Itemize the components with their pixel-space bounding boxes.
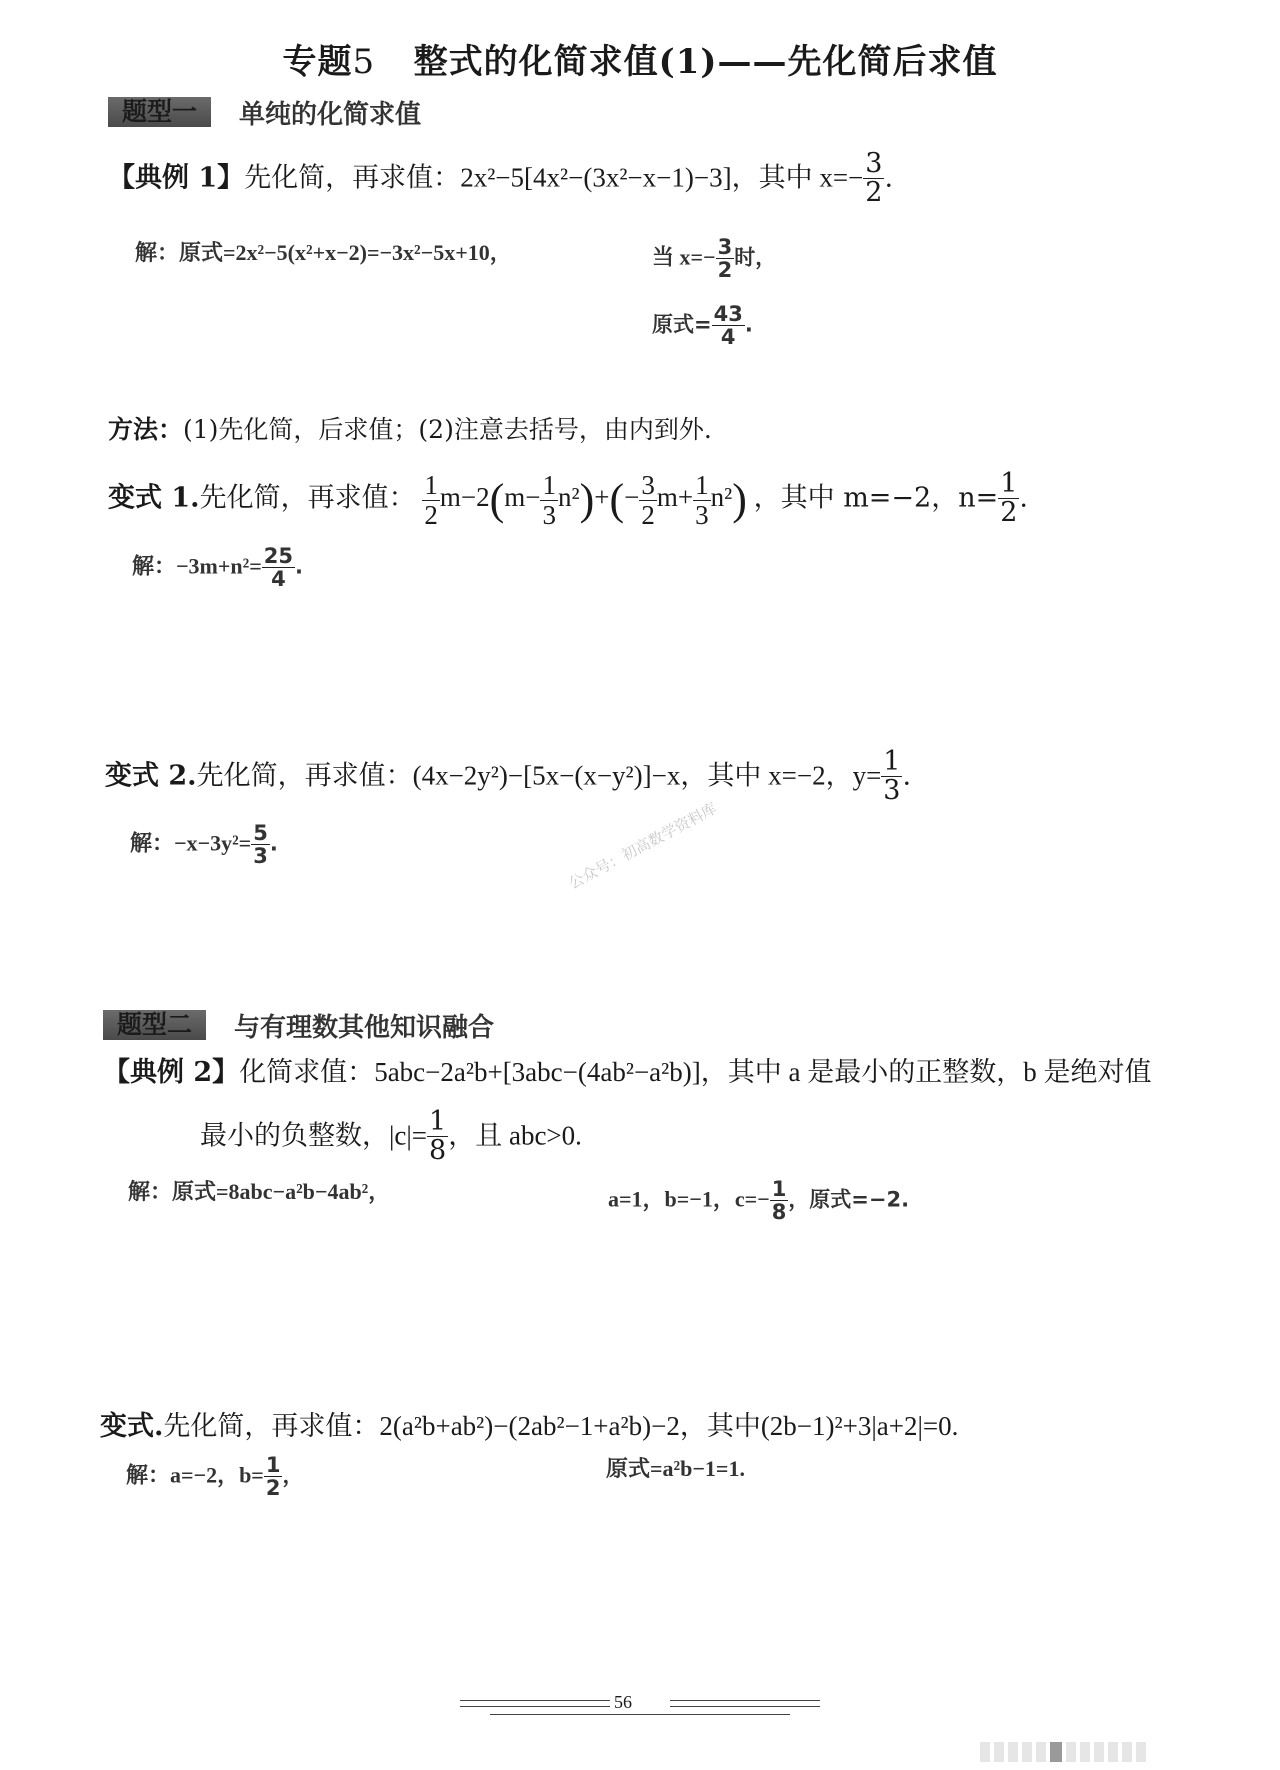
answer-variant-2: 解：−x−3y²= $\frac{5}{3}$ .	[130, 821, 278, 869]
example-2-line2: 最小的负整数，|c|= $\frac{1}{8}$ ，且 abc>0.	[200, 1106, 582, 1167]
page-number: 56	[614, 1692, 632, 1712]
section-header-1	[108, 95, 421, 129]
section-title: 与有理数其他知识融合	[234, 1012, 495, 1043]
answer-1-line3: 原式= $\frac{43}{4}$ .	[652, 302, 753, 350]
page-footer	[420, 1690, 840, 1730]
answer-2-right: a=1，b=−1，c=− $\frac{1}{8}$ ，原式=−2.	[608, 1177, 910, 1225]
page-title: 专题5 整式的化简求值(1)——先化简后求值	[282, 42, 998, 82]
variant-2: 变式 2.先化简，再求值：(4x−2y²)−[5x−(x−y²)]−x，其中 x=−2，y= $\frac{1}{3}$ .	[105, 746, 912, 807]
section-badge: 题型一	[108, 97, 211, 127]
variant-1: 变式 1.先化简，再求值： $\frac{1}{2}$ m−2(m− $\frac{1}{3}$ n²)+(− $\frac{3}{2}$ m+ $\frac{1}{3}$ n²) ，其中 m=−2，n= $\frac{1}{2}$ .	[108, 468, 1029, 530]
answer-variant-1: 解：−3m+n²= $\frac{25}{4}$ .	[132, 544, 303, 592]
answer-variant-3-result: 原式=a²b−1=1.	[606, 1456, 745, 1481]
example-1: 【典例 1】先化简，再求值：2x²−5[4x²−(3x²−x−1)−3]，其中 x=− $\frac{3}{2}$ .	[108, 148, 894, 209]
answer-2-left: 解：原式=8abc−a²b−4ab²，	[128, 1179, 391, 1204]
scan-artifact	[980, 1742, 1240, 1766]
variant-3: 变式.先化简，再求值：2(a²b+ab²)−(2ab²−1+a²b)−2，其中(2b−1)²+3|a+2|=0.	[100, 1411, 959, 1442]
watermark: 公众号：初高数学资料库	[565, 799, 720, 893]
answer-1-line1: 解：原式=2x²−5(x²+x−2)=−3x²−5x+10，	[135, 240, 512, 265]
method-note: 方法：(1)先化简，后求值；(2)注意去括号，由内到外.	[108, 415, 712, 444]
answer-1-line2: 当 x=− $\frac{3}{2}$ 时，	[652, 235, 777, 283]
example-2: 【典例 2】化简求值：5abc−2a²b+[3abc−(4ab²−a²b)]，其中 a 是最小的正整数，b 是绝对值	[103, 1057, 1152, 1088]
section-title: 单纯的化简求值	[239, 99, 422, 130]
answer-variant-3: 解：a=−2，b= $\frac{1}{2}$ ，	[126, 1453, 304, 1501]
section-header-2	[103, 1008, 494, 1042]
section-badge: 题型二	[103, 1010, 206, 1040]
